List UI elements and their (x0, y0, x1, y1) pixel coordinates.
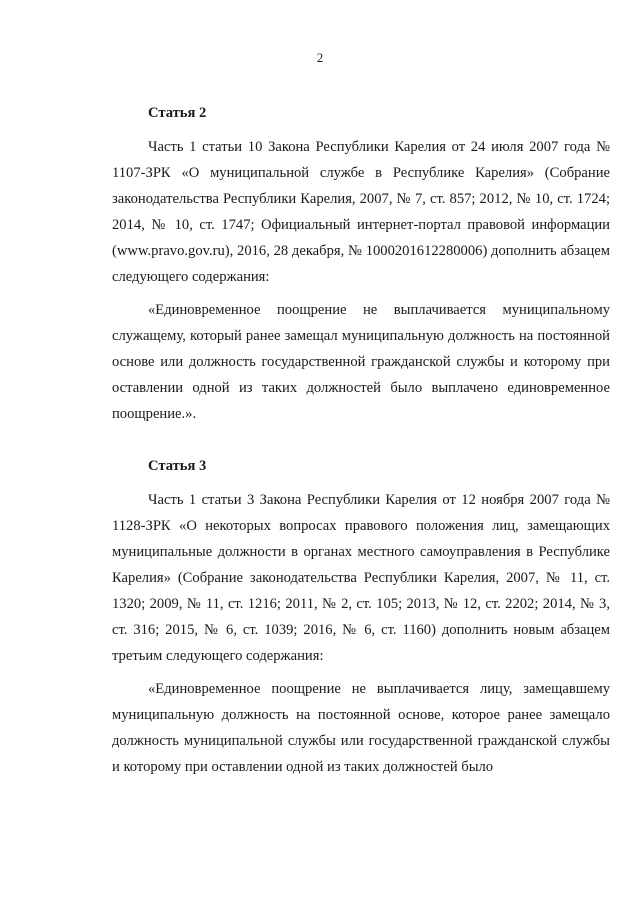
article-paragraph: «Единовременное поощрение не выплачивается муниципальному служащему, который ранее замещал муниципальную должность на постоянной основе или должность государственной гражданской службы и которому при оставлении одной из таких должностей было выплачено единовременное поощрение.». (112, 302, 610, 422)
article-3 (112, 453, 610, 780)
article-paragraph: «Единовременное поощрение не выплачивается лицу, замещавшему муниципальную должность на постоянной основе, которое ранее замещало должность муниципальной службы или государственной гражданской службы и которому при оставлении одной из таких должностей было (112, 681, 610, 775)
document-body (112, 100, 610, 787)
article-2 (112, 100, 610, 427)
article-paragraph: Часть 1 статьи 3 Закона Республики Карелия от 12 ноября 2007 года № 1128-ЗРК «О некоторых вопросах правового положения лиц, замещающих муниципальные должности в органах местного самоуправления в Республике Карелия» (Собрание законодательства Республики Карелия, 2007, № 11, ст. 1320; 2009, № 11, ст. 1216; 2011, № 2, ст. 105; 2013, № 12, ст. 2202; 2014, № 3, ст. 316; 2015, № 6, ст. 1039; 2016, № 6, ст. 1160) дополнить новым абзацем третьим следующего содержания: (112, 492, 610, 664)
article-paragraph: Часть 1 статьи 10 Закона Республики Карелия от 24 июля 2007 года № 1107-ЗРК «О муниципальной службе в Республике Карелия» (Собрание законодательства Республики Карелия, 2007, № 7, ст. 857; 2012, № 10, ст. 1724; 2014, № 10, ст. 1747; Официальный интернет-портал правовой информации (www.pravo.gov.ru), 2016, 28 декабря, № 1000201612280006) дополнить абзацем следующего содержания: (112, 139, 610, 285)
article-title: Статья 2 (148, 105, 207, 121)
page-number: 2 (316, 50, 324, 65)
article-title: Статья 3 (148, 458, 207, 474)
